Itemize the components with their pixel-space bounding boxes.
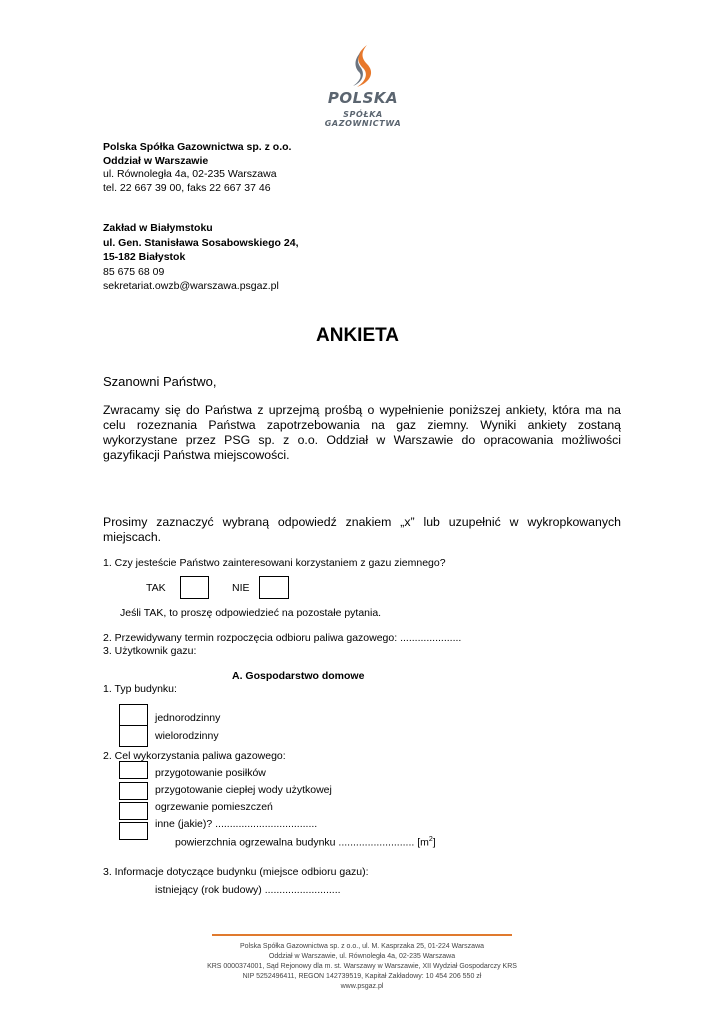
greeting: Szanowni Państwo, xyxy=(103,374,217,389)
plant-name: Zakład w Białymstoku xyxy=(103,222,213,234)
single-family-checkbox[interactable] xyxy=(119,704,148,726)
building-type-label: 1. Typ budynku: xyxy=(103,683,177,695)
plant-phone: 85 675 68 09 xyxy=(103,265,165,278)
sender-branch: Oddział w Warszawie xyxy=(103,154,209,167)
sender-phone: tel. 22 667 39 00, faks 22 667 37 46 xyxy=(103,181,271,194)
flame-logo-icon xyxy=(347,44,379,88)
footer-divider xyxy=(212,934,512,936)
footer xyxy=(150,942,574,992)
usage-label: 2. Cel wykorzystania paliwa gazowego: xyxy=(103,750,286,762)
question-3: 3. Użytkownik gazu: xyxy=(103,645,197,657)
question-1-note: Jeśli TAK, to proszę odpowiedzieć na pozostałe pytania. xyxy=(120,607,382,619)
document-title: ANKIETA xyxy=(316,325,400,346)
heated-area-text: powierzchnia ogrzewalna budynku .......................... [m xyxy=(175,836,429,849)
building-info-label: 3. Informacje dotyczące budynku (miejsce odbioru gazu): xyxy=(103,866,369,878)
plant-email[interactable]: sekretariat.owzb@warszawa.psgaz.pl xyxy=(103,280,279,292)
other-label[interactable]: inne (jakie)? ................................... xyxy=(155,818,318,830)
plant-address-block xyxy=(103,221,298,294)
multi-family-label: wielorodzinny xyxy=(155,730,219,742)
single-family-label: jednorodzinny xyxy=(155,712,221,724)
heating-label: ogrzewanie pomieszczeń xyxy=(155,801,273,813)
heating-checkbox[interactable] xyxy=(119,802,148,820)
footer-line: KRS 0000374001, Sąd Rejonowy dla m. st. Warszawy w Warszawie, XII Wydział Gospodarczy KRS xyxy=(207,963,517,970)
hot-water-label: przygotowanie ciepłej wody użytkowej xyxy=(155,784,332,796)
footer-line: Polska Spółka Gazownictwa sp. z o.o., ul. M. Kasprzaka 25, 01-224 Warszawa xyxy=(239,943,485,950)
sender-address-block xyxy=(103,141,291,195)
existing-building-line[interactable]: istniejący (rok budowy) .......................... xyxy=(155,884,341,896)
intro-paragraph: Zwracamy się do Państwa z uprzejmą prośbą o wypełnienie poniższej ankiety, która ma na celu rozeznania Państwa zapotrzebowania na gaz ziemny. Wyniki ankiety zostaną wykorzystane przez PSG sp. z o.o. Oddział w Warszawie do opracowania możliwości gazyfikacji Państwa miejscowości. xyxy=(103,403,621,462)
answer-no-checkbox[interactable] xyxy=(259,576,289,599)
logo-wordmark: POLSKA xyxy=(327,89,399,107)
answer-no-label: NIE xyxy=(232,582,250,594)
question-1: 1. Czy jesteście Państwo zainteresowani korzystaniem z gazu ziemnego? xyxy=(103,557,446,569)
question-2: 2. Przewidywany termin rozpoczęcia odbioru paliwa gazowego: ..................... xyxy=(103,632,462,644)
answer-yes-checkbox[interactable] xyxy=(180,576,209,599)
other-checkbox[interactable] xyxy=(119,822,148,840)
hot-water-checkbox[interactable] xyxy=(119,782,148,800)
multi-family-checkbox[interactable] xyxy=(119,725,148,747)
logo-subtitle: SPÓŁKA GAZOWNICTWA xyxy=(324,110,402,128)
cooking-checkbox[interactable] xyxy=(119,761,148,779)
footer-line: NIP 5252496411, REGON 142739519, Kapitał Zakładowy: 10 454 206 550 zł xyxy=(242,973,482,980)
plant-city: 15-182 Białystok xyxy=(103,251,186,263)
section-a-heading: A. Gospodarstwo domowe xyxy=(232,670,365,682)
cooking-label: przygotowanie posiłków xyxy=(155,767,266,779)
heated-area-unit-sup: 2 xyxy=(428,836,433,843)
sender-address: ul. Równoległa 4a, 02-235 Warszawa xyxy=(103,168,277,180)
company-logo xyxy=(324,44,435,128)
plant-street: ul. Gen. Stanisława Sosabowskiego 24, xyxy=(103,236,299,249)
instruction-paragraph: Prosimy zaznaczyć wybraną odpowiedź znakiem „x” lub uzupełnić w wykropkowanych miejscach. xyxy=(103,515,621,544)
heated-area-close: ] xyxy=(432,836,436,849)
footer-website[interactable]: www.psgaz.pl xyxy=(340,983,384,990)
sender-company: Polska Spółka Gazownictwa sp. z o.o. xyxy=(103,141,292,153)
heated-area-line[interactable] xyxy=(175,836,436,849)
answer-yes-label: TAK xyxy=(146,582,166,594)
footer-line: Oddział w Warszawie, ul. Równoległa 4a, 02-235 Warszawa xyxy=(268,953,456,960)
